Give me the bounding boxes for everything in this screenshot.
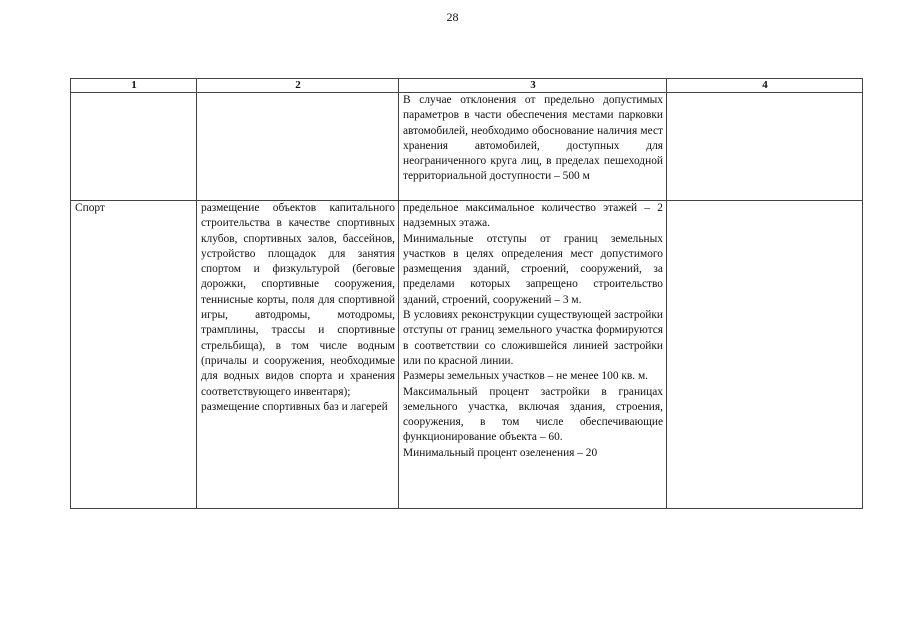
cell-use-type xyxy=(71,93,197,201)
table-row xyxy=(71,201,863,509)
cell-parameters xyxy=(399,93,667,201)
page-number: 28 xyxy=(446,10,459,24)
cell-parameters xyxy=(399,201,667,509)
cell-use-type: Спорт xyxy=(71,201,197,509)
parameter-paragraph: Размеры земельных участков – не менее 100 кв. м. xyxy=(403,370,649,383)
table-row xyxy=(71,93,863,201)
column-header: 3 xyxy=(399,79,667,93)
parameter-paragraph: Максимальный процент застройки в границах земельного участка, включая здания, строения, сооружения, в том числе обеспечивающие функционирование объекта – 60. xyxy=(403,385,663,444)
cell-notes xyxy=(667,201,863,509)
column-header: 4 xyxy=(667,79,863,93)
cell-notes xyxy=(667,93,863,201)
regulations-table xyxy=(70,78,863,509)
cell-description xyxy=(197,201,399,509)
parameter-paragraph: Минимальный процент озеленения – 20 xyxy=(403,446,598,459)
column-header: 1 xyxy=(71,79,197,93)
parameter-paragraph: предельное максимальное количество этажей – 2 надземных этажа. xyxy=(403,202,663,230)
column-header: 2 xyxy=(197,79,399,93)
parameter-paragraph: В случае отклонения от предельно допустимых параметров в части обеспечения местами парковки автомобилей, необходимо обоснование наличия мест хранения автомобилей, доступных для неограниченного круга лиц, в пределах пешеходной территориальной доступности – 500 м xyxy=(403,94,663,183)
description-paragraph: размещение объектов капитального строительства в качестве спортивных клубов, спортивных залов, бассейнов, устройство площадок для занятия спортом и физкультурой (беговые дорожки, спортивные сооружения, теннисные корты, поля для спортивной игры, автодромы, мотодромы, трамплины, трассы и спортивные стрельбища), в том числе водным (причалы и сооружения, необходимые для водных видов спорта и хранения соответствующего инвентаря); xyxy=(201,202,395,398)
description-paragraph: размещение спортивных баз и лагерей xyxy=(201,400,388,413)
parameter-paragraph: Минимальные отступы от границ земельных участков в целях определения мест допустимого размещения зданий, строений, сооружений, за пределами которых запрещено строительство зданий, строений, сооружений – 3 м. xyxy=(403,232,663,306)
table-header-row xyxy=(71,79,863,93)
cell-description xyxy=(197,93,399,201)
parameter-paragraph: В условиях реконструкции существующей застройки отступы от границ земельного участка формируются в соответствии со сложившейся линией застройки или по красной линии. xyxy=(403,309,663,367)
